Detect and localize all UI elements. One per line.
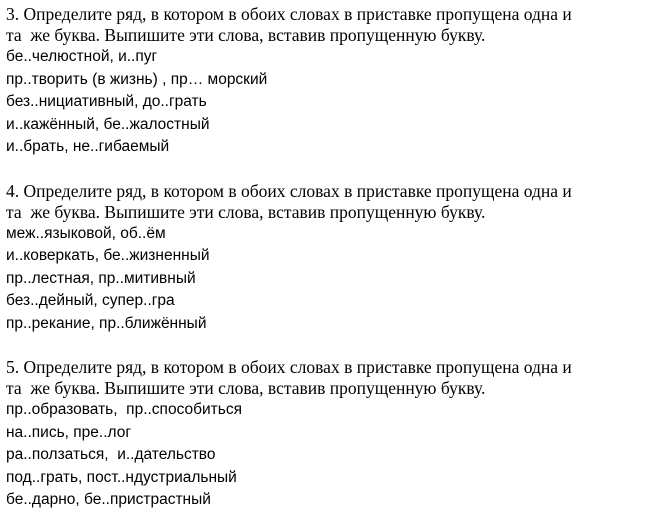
answer-option: без..нициативный, до..грать — [6, 93, 207, 110]
answer-option: меж..языковой, об..ём — [6, 224, 166, 242]
task-question-line: та же буква. Выпишите эти слова, вставив пропущенную букву. — [6, 25, 486, 45]
answer-option: бе..челюстной, и..пуг — [6, 48, 158, 65]
task-question-line: 3. Определите ряд, в котором в обоих словах в приставке пропущена одна и — [6, 4, 572, 24]
task-question-line: 5. Определите ряд, в котором в обоих словах в приставке пропущена одна и — [6, 357, 572, 377]
document-page — [6, 4, 651, 512]
answer-option: без..дейный, супер..гра — [6, 292, 175, 309]
answer-option: и..брать, не..гибаемый — [6, 138, 170, 155]
task-question-line: 4. Определите ряд, в котором в обоих словах в приставке пропущена одна и — [6, 180, 572, 201]
answer-option: на..пись, пре..лог — [6, 423, 132, 441]
task-question-line: та же буква. Выпишите эти слова, вставив пропущенную букву. — [6, 378, 486, 398]
answer-option: бе..дарно, бе..пристрастный — [6, 491, 211, 508]
answer-option: ра..ползаться, и..дательство — [6, 446, 216, 463]
task-4 — [6, 181, 651, 336]
task-3 — [6, 4, 651, 159]
answer-option: пр..образовать, пр..способиться — [6, 401, 242, 418]
task-question-line: та же буква. Выпишите эти слова, вставив пропущенную букву. — [6, 201, 486, 222]
answer-option: под..грать, пост..ндустриальный — [6, 468, 237, 486]
answer-option: пр..рекание, пр..ближённый — [6, 314, 207, 332]
answer-option: пр..лестная, пр..митивный — [6, 269, 196, 287]
answer-option: и..коверкать, бе..жизненный — [6, 247, 210, 264]
answer-option: и..кажённый, бе..жалостный — [6, 115, 210, 133]
task-5 — [6, 357, 651, 512]
answer-option: пр..творить (в жизнь) , пр… морский — [6, 70, 268, 88]
